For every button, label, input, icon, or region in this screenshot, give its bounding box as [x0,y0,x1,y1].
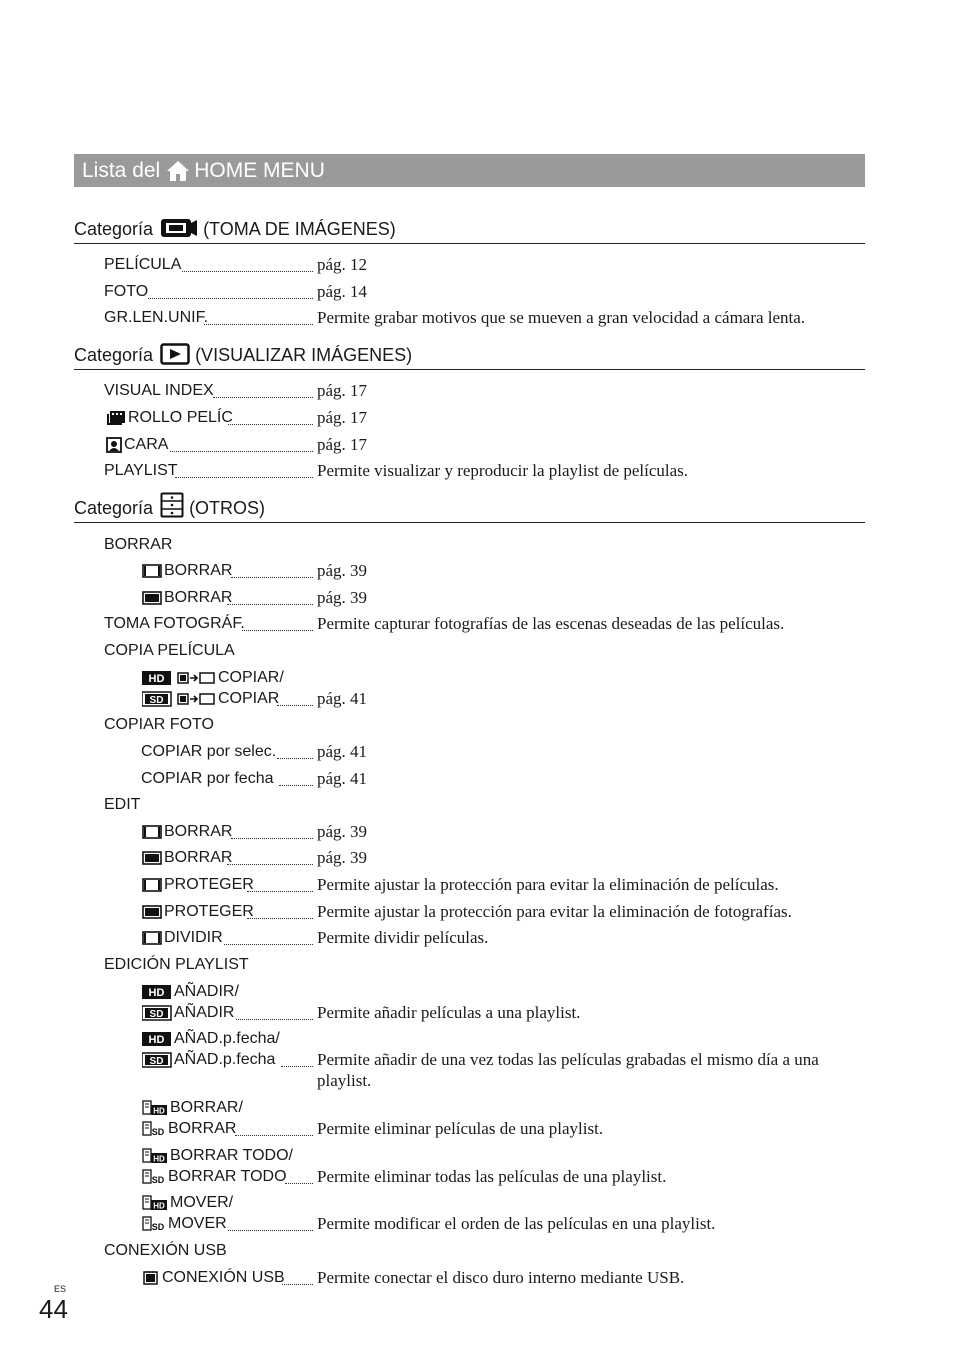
playlist-hd-icon [142,1148,168,1164]
menu-item-label: VISUAL INDEX [104,382,214,399]
menu-row [0,1049,954,1093]
submenu-heading: CONEXIÓN USB [104,1242,227,1259]
dot-leader [182,271,313,272]
menu-item-desc: Permite modificar el orden de las películas en una playlist. [317,1214,716,1233]
menu-item-desc: pág. 41 [317,689,368,708]
menu-row [0,927,954,949]
film-roll-icon [106,410,126,426]
face-icon [106,437,122,453]
home-icon [166,160,190,182]
menu-item-label: BORRAR TODO [168,1168,287,1185]
menu-row [0,1145,954,1167]
svg-text:HD: HD [153,1154,165,1164]
dot-leader [228,424,313,425]
menu-item-label: COPIAR por selec. [141,743,277,760]
dot-leader [247,918,313,919]
menu-row [0,434,954,456]
dot-leader [235,1135,313,1136]
playlist-hd-icon [142,1195,168,1211]
menu-row [0,667,954,689]
playlist-sd-icon [142,1169,166,1185]
svg-text:SD: SD [149,1056,164,1067]
menu-item-desc: pág. 17 [317,408,368,427]
menu-row [0,1267,954,1289]
menu-item-label: BORRAR [164,589,233,606]
menu-item-label: BORRAR [164,562,233,579]
menu-item-label: MOVER/ [170,1194,234,1211]
dot-leader [281,1066,313,1067]
menu-row [0,1192,954,1214]
submenu-heading: BORRAR [104,536,173,553]
menu-item-label: COPIAR [218,690,280,707]
menu-row [0,741,954,763]
movie-icon [142,825,162,839]
menu-row [0,847,954,869]
menu-item-label: COPIAR por fecha [141,770,274,787]
menu-item-desc: Permite ajustar la protección para evitar la eliminación de películas. [317,875,779,894]
svg-text:HD: HD [148,1034,165,1046]
category-label: Categoría [74,219,154,239]
dot-leader [224,944,313,945]
dot-leader [175,477,313,478]
dot-leader [247,891,313,892]
menu-item-desc: pág. 39 [317,848,368,867]
dot-leader [285,1183,313,1184]
menu-item-desc: pág. 41 [317,769,368,788]
photo-icon [142,591,162,605]
menu-item-desc: Permite visualizar y reproducir la playlist de películas. [317,461,689,480]
hdd-to-disc-icon [174,671,216,685]
menu-row [0,901,954,923]
camera-icon [160,217,198,239]
category-label: Categoría [74,345,154,365]
category-heading-toma [74,217,865,244]
menu-row [0,613,954,635]
svg-text:SD: SD [149,695,164,706]
menu-item-desc: pág. 17 [317,435,368,454]
menu-row [0,407,954,429]
banner-title-suffix: HOME MENU [194,159,325,182]
dot-leader [170,451,313,452]
menu-item-label: AÑADIR [174,1004,235,1021]
submenu-heading: EDIT [104,796,141,813]
menu-item-label: AÑAD.p.fecha/ [174,1030,280,1047]
menu-item-desc: pág. 39 [317,588,368,607]
menu-item-label: ROLLO PELÍC [128,409,233,426]
section-banner [74,154,865,187]
dot-leader [236,1019,313,1020]
sd-badge-icon [142,691,172,707]
menu-item-desc: Permite ajustar la protección para evitar la eliminación de fotografías. [317,902,792,921]
playlist-sd-icon [142,1121,166,1137]
movie-icon [142,564,162,578]
dot-leader [148,298,313,299]
menu-row [0,1002,954,1024]
movie-icon [142,878,162,892]
menu-item-label: AÑADIR/ [174,983,239,1000]
menu-row [0,688,954,710]
menu-item-desc: pág. 12 [317,255,368,274]
page-number: 44 [39,1294,68,1324]
dot-leader [227,604,313,605]
category-name: (OTROS) [189,498,266,518]
dot-leader [213,397,313,398]
menu-row [0,460,954,482]
dot-leader [277,705,313,706]
menu-item-label: BORRAR [164,849,233,866]
menu-item-label: PROTEGER [164,876,254,893]
menu-row [0,1118,954,1140]
movie-icon [142,931,162,945]
menu-row [0,981,954,1003]
menu-item-label: GR.LEN.UNIF. [104,309,209,326]
dot-leader [228,1230,313,1231]
category-heading-otros [74,496,865,523]
playback-icon [160,343,190,365]
menu-item-desc: Permite eliminar películas de una playlist. [317,1119,604,1138]
svg-text:HD: HD [148,673,165,685]
submenu-heading: COPIA PELÍCULA [104,642,235,659]
dot-leader [204,324,313,325]
menu-item-label: BORRAR [164,823,233,840]
hard-drive-icon [142,1270,160,1286]
menu-row [0,587,954,609]
hdd-to-disc-icon [174,692,216,706]
menu-row [0,1213,954,1235]
dot-leader [279,785,313,786]
dot-leader [282,1284,313,1285]
menu-item-desc: Permite eliminar todas las películas de una playlist. [317,1167,667,1186]
menu-item-desc: pág. 39 [317,822,368,841]
menu-item-label: PELÍCULA [104,256,182,273]
banner-title-prefix: Lista del [82,159,161,182]
category-label: Categoría [74,498,154,518]
menu-row [0,1166,954,1188]
menu-row [0,380,954,402]
dot-leader [231,577,313,578]
photo-icon [142,851,162,865]
dot-leader [242,630,313,631]
hd-badge-icon [142,670,172,686]
menu-row [0,560,954,582]
menu-item-desc: Permite conectar el disco duro interno mediante USB. [317,1268,685,1287]
menu-item-label: BORRAR/ [170,1099,243,1116]
dot-leader [227,864,313,865]
menu-item-label: DIVIDIR [164,929,223,946]
menu-row [0,307,954,329]
dot-leader [231,838,313,839]
menu-item-desc: Permite añadir de una vez todas las películas grabadas el mismo día a una playlist. [317,1050,819,1090]
svg-text:SD: SD [151,1127,165,1137]
menu-item-desc: Permite dividir películas. [317,928,489,947]
svg-text:SD: SD [151,1222,165,1232]
menu-row [0,768,954,790]
sd-badge-icon [142,1052,172,1068]
svg-text:HD: HD [153,1201,165,1211]
menu-row [0,254,954,276]
menu-item-desc: pág. 14 [317,282,368,301]
others-icon [160,492,184,518]
svg-text:HD: HD [148,987,165,999]
svg-text:SD: SD [151,1175,165,1185]
menu-item-label: BORRAR [168,1120,237,1137]
menu-row [0,821,954,843]
submenu-heading: COPIAR FOTO [104,716,214,733]
category-name: (VISUALIZAR IMÁGENES) [195,345,413,365]
playlist-sd-icon [142,1216,166,1232]
menu-row [0,1097,954,1119]
menu-item-desc: pág. 41 [317,742,368,761]
menu-item-desc: Permite grabar motivos que se mueven a gran velocidad a cámara lenta. [317,308,806,327]
menu-item-label: PLAYLIST [104,462,178,479]
category-name: (TOMA DE IMÁGENES) [203,219,396,239]
dot-leader [277,758,313,759]
menu-item-label: CARA [124,436,169,453]
menu-row [0,281,954,303]
sd-badge-icon [142,1005,172,1021]
menu-item-label: PROTEGER [164,903,254,920]
svg-text:SD: SD [149,1009,164,1020]
menu-item-label: CONEXIÓN USB [162,1269,285,1286]
language-code: ES [54,1284,67,1294]
photo-icon [142,905,162,919]
menu-item-label: FOTO [104,283,149,300]
menu-row [0,874,954,896]
menu-item-label: AÑAD.p.fecha [174,1051,276,1068]
menu-item-label: COPIAR/ [218,669,284,686]
menu-item-desc: Permite capturar fotografías de las escenas deseadas de las películas. [317,614,785,633]
menu-item-label: BORRAR TODO/ [170,1147,293,1164]
menu-item-desc: pág. 39 [317,561,368,580]
menu-item-desc: Permite añadir películas a una playlist. [317,1003,581,1022]
hd-badge-icon [142,1031,172,1047]
menu-item-label: MOVER [168,1215,227,1232]
menu-item-label: TOMA FOTOGRÁF. [104,615,245,632]
svg-text:HD: HD [153,1106,165,1116]
menu-row [0,1028,954,1050]
submenu-heading: EDICIÓN PLAYLIST [104,956,249,973]
hd-badge-icon [142,984,172,1000]
menu-item-desc: pág. 17 [317,381,368,400]
category-heading-visualizar [74,343,865,370]
playlist-hd-icon [142,1100,168,1116]
